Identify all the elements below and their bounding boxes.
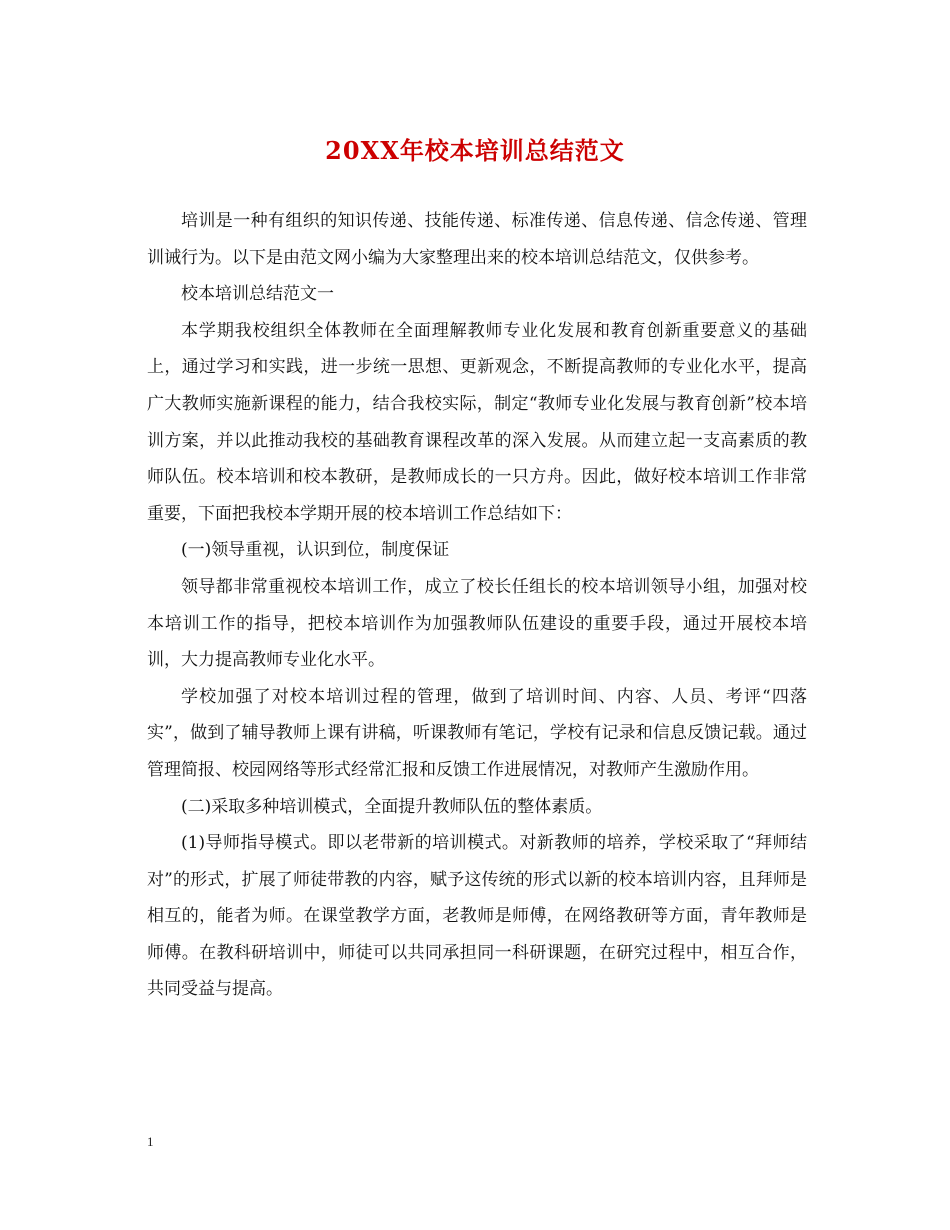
page-number: 1 xyxy=(147,1134,154,1149)
body-paragraph: 本学期我校组织全体教师在全面理解教师专业化发展和教育创新重要意义的基础上，通过学习和实践，进一步统一思想、更新观念，不断提高教师的专业化水平，提高广大教师实施新课程的能力，结合我校实际，制定“教师专业化发展与教育创新”校本培训方案，并以此推动我校的基础教育课程改革的深入发展。从而建立起一支高素质的教师队伍。校本培训和校本教研，是教师成长的一只方舟。因此，做好校本培训工作非常重要，下面把我校本学期开展的校本培训工作总结如下： xyxy=(147,320,807,524)
section-heading-sample-one: 校本培训总结范文一 xyxy=(181,284,334,305)
intro-paragraph: 培训是一种有组织的知识传递、技能传递、标准传递、信息传递、信念传递、管理训诫行为。以下是由范文网小编为大家整理出来的校本培训总结范文，仅供参考。 xyxy=(147,211,807,268)
document-title: 20XX年校本培训总结范文 xyxy=(325,136,625,165)
subheading-training-modes: (二)采取多种培训模式，全面提升教师队伍的整体素质。 xyxy=(181,796,603,817)
subheading-leadership: (一)领导重视，认识到位，制度保证 xyxy=(181,540,450,561)
body-paragraph: 领导都非常重视校本培训工作，成立了校长任组长的校本培训领导小组，加强对校本培训工作的指导，把校本培训作为加强教师队伍建设的重要手段，通过开展校本培训，大力提高教师专业化水平。 xyxy=(147,576,807,671)
document-body xyxy=(147,203,807,1008)
body-paragraph: (1)导师指导模式。即以老带新的培训模式。对新教师的培养，学校采取了“拜师结对”的形式，扩展了师徒带教的内容，赋予这传统的形式以新的校本培训内容，且拜师是相互的，能者为师。在课堂教学方面，老教师是师傅，在网络教研等方面，青年教师是师傅。在教科研培训中，师徒可以共同承担同一科研课题，在研究过程中，相互合作，共同受益与提高。 xyxy=(147,833,807,1000)
body-paragraph: 学校加强了对校本培训过程的管理，做到了培训时间、内容、人员、考评“四落实”，做到了辅导教师上课有讲稿，听课教师有笔记，学校有记录和信息反馈记载。通过管理简报、校园网络等形式经常汇报和反馈工作进展情况，对教师产生激励作用。 xyxy=(147,686,807,780)
